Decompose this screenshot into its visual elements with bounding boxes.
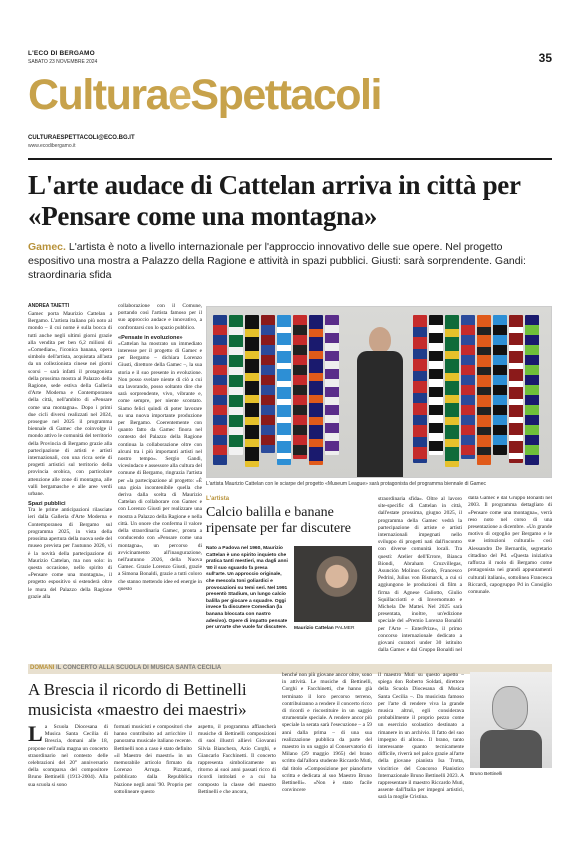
article-column-4-text: dalla Gamec e dal Gruppo Bonaldi nel 2003. Il programma dettagliato di «Pensare come una montagna», verrà reso noto nel corso di una presentazione a dicembre. «Un grande motivo di orgoglio per Bergamo e le sue istituzioni culturali» così Alessandro De Bernardis, segretario cittadino del Pd. «Questa iniziativa rafforza il ruolo di Bergamo come protagonista nei grandi appuntamenti culturali italiani», sottolinea Francesca Riccardi, capogruppo Pd in Consiglio comunale. <box>468 496 552 595</box>
article-column-4 <box>468 496 552 652</box>
photo-caption: L'artista Maurizio Cattelan con le sciarpe del progetto «Museum League» sarà protagonista del programma biennale di Gamec <box>206 481 486 487</box>
masthead <box>28 50 552 70</box>
bettinelli-caption: Bruno Bettinelli <box>470 772 503 777</box>
bottom-column-3 <box>198 724 276 824</box>
section-email[interactable]: CULTURAESPETTACOLI@ECO.BG.IT <box>28 135 135 141</box>
article-column-3 <box>378 496 462 652</box>
bottom-headline: A Brescia il ricordo di Bettinelli musicista «maestro dei maestri» <box>28 680 247 719</box>
article-column-2-text-b: «Cattelan ha mostrato un immediato interesse per il progetto di Gamec e per Bergamo – dichiara Lorenzo Giusti, direttore della Gamec –, la sua storia e il suo presente in evoluzione. Non posso svelare niente di ciò a cui sta lavorando, posso soltanto dire che sarà sorprendente, vivo, vibrante e, come sempre, per niente scontato. Siamo felici quindi di poter lavorare su una nuova importante produzione per Bergamo. Coerentemente con quanto fatto da Gamec finora nel contesto del Palazzo della Ragione continua la collaborazione oltre con alcuni tra i più importanti artisti nel nostro tempo». Sergio Gandi, vicesindaco e assessore alla cultura del comune di Bergamo, ringrazia l'artista per «la partecipazione al progetto: «È una gioia incontenibile quella che deriva dalla scelta di Maurizio Cattelan di collaborare con Gamec e con Lorenzo Giusti per realizzare una mostra a Palazzo della Ragione e nella città. Un onore che conferma il valore della straordinaria Gamec, pronta a conducendo con «Pensare come una montagna», un percorso di avvicinamento all'inaugurazione, nell'autunno 2026, della Nuova Gamec. Grazie Lorenzo Giusti, grazie a Simona Bonaldi, grazie a tutti coloro che stanno mettendo idee ed energie in questo <box>118 340 202 592</box>
bottom-column-4-text: benché non più giovane ancor oltre, sono in attività. Le musiche di Bettinelli, Corghi e Facchinetti, che hanno già terminato il loro percorso terreno, contribuiranno a rendere il concerto ricco di ricordi e riscostituire in un saggio strumentale speciale. A rendere ancor più speciale la serata sarà l'esecuzione – a 59 anni dalla prima – di una sua realizzazione pubblica da parte del maestro in un saggio al Conservatorio di Milano (29 maggio 1965) del brano scritto dall'allora studente Riccardo Muti, dal titolo «Composizione per pianoforte scritta e dedicata al suo Maestro Bruno Bettinelli». «Non è stato facile convincere <box>282 672 372 794</box>
bottom-kicker <box>30 665 221 671</box>
sidebar-photo-caption <box>294 626 354 631</box>
cattelan-figure <box>357 327 403 477</box>
sidebar-tag: L'artista <box>206 496 230 502</box>
bettinelli-photo <box>470 672 552 768</box>
article-column-1-text: Gamec porta Maurizio Cattelan a Bergamo. L'artista italiano più noto al mondo – il cui nome è sulla bocca di tutti anche negli ultimi giorni grazie alla vendita per ben 6,2 milioni di «Comedian», l'iconica banana, opera simbolo dell'artista, acquistata all'asta da un collezionista cinese nei giorni scorsi – sarà infatti il protagonista della prossima mostra al Palazzo della Ragione, sede estiva della Galleria d'Arte Moderna e Contemporanea della città, nell'ambito di «Pensare come una montagna». Dopo i primi due cicli diversi realizzati nel 2024, prosegue nel 2025 il programma biennale di Gamec che coinvolge il mondo attivo le comunità del territorio della Provincia di Bergamo grazie alla partecipazione di artisti e artisti internazionali, con una ricca serie di progetti artistici sul territorio della provincia orobica, con particolare attenzione alle zone di montagna, alle valli bergamasche e alle aree verdi urbane. <box>28 311 112 498</box>
lede-tag: Gamec. <box>28 241 66 253</box>
sidebar-photo-caption-place: PALMER <box>335 626 355 631</box>
lede-text: L'artista è noto a livello internazionale per l'approccio innovativo delle sue opere. Nel progetto espositivo una mostra a Palazzo della Ragione e attività in spazi pubblici. Giusti: sarà sorprendente. Gandi: straordinaria sfida <box>28 241 526 281</box>
section-title <box>28 71 381 119</box>
article-column-1-text-b: Tra le prime anticipazioni rilasciate ieri dalla Galleria d'Arte Moderna e Contemporanea di Bergamo sul programma 2025, in vista della prossima apertura della nuova sede del museo prevista per l'autunno 2026, vi è la novità della partecipazione di Maurizio Cattelan, ma non solo: in questa occasione, nello spirito di «Pensare come una montagna», il progetto espositivo si estenderà oltre le mura del Palazzo della Ragione grazie alla <box>28 507 112 600</box>
article-column-3-text: straordinaria sfida». Oltre al lavoro site-specific di Cattelan in città, dall'estate prossima, giugno 2025, il programma della Gamec vedrà la partecipazione di artiste e artisti internazionali impegnati nello sviluppo di progetti nati dall'incontro con diverse comunità locali. Tra questi: Atelier dell'Errore, Bianca Biondi, Abraham Cruzvillegas, Asunción Molinos Gordo, Francesco Pedrini, Julius von Bismarck, a cui si aggiungono le produzioni di film a firma di Agnese Galiotto, Giulio Squillacciotti e di Invernomuto e Michela De Mattei. Nel 2025 sarà presentata, inoltre, un'edizione speciale del «Premio Lorenzo Bonaldi per l'Arte – EnterPrize», il primo concorso internazionale dedicato a giovani curatori under 30 istituito dalla Gamec e dal Gruppo Bonaldi nel <box>378 496 462 652</box>
article-column-2 <box>118 303 202 651</box>
subheading-spazi-pubblici: Spazi pubblici <box>28 501 66 508</box>
paper-name: L'ECO DI BERGAMO <box>28 50 95 57</box>
article-column-2-text: collaborazione con il Comune, portando così l'artista famoso per il suo approccio audace e innovativo, a confrontarsi con lo spazio pubblico. <box>118 303 202 331</box>
section-website[interactable]: www.ecodibergamo.it <box>28 143 76 149</box>
article-headline: L'arte audace di Cattelan arriva in città per «Pensare come una montagna» <box>28 170 521 231</box>
bottom-column-5-text: il maestro Muti su questo aspetto – spiega don Roberto Soldati, direttore della Scuola Diocesana di Musica Santa Cecilia –. Da musicista famoso per l'arte di rendere viva la grande musica altrui, egli considerava probabilmente il proprio pezzo come un esercizio scolastico destinato a rimanere in un archivio. Il fatto del suo impegno di allora». Il brano, tanto interessante quanto tecnicamente difficile, riverrà nel palco grazie all'arte della giovane pianista Isa Trotta, vincitrice del Concorso Pianistico Internazionale Bruno Bettinelli 2023. A rappresentare il maestro Riccardo Muti, assente dall'Italia per impegni artistici, sarà la moglie Cristina. <box>378 672 464 801</box>
bottom-column-3-text: aspetto, il programma affiancherà musiche di Bettinelli composizioni di suoi illustri allievi Giovanni Silvia Bianchera, Azio Corghi, e Giancarlo Facchinetti. Il concerto rappresenta simbolicamente un ritorno ai suoi anni passati ricco di ricordi intitolati e a cui ha composto la classe del maestro Bettinelli e che ancora, <box>198 724 276 795</box>
article-column-1 <box>28 303 112 651</box>
cattelan-portrait-photo <box>294 546 372 622</box>
bottom-column-1-text: a Scuola Diocesana di Musica Santa Cecilia di Brescia, domani alle 18, propone nell'aula magna un concerto straordinario nel contesto delle celebrazioni del 20° anniversario della scomparsa del compositore Bruno Bettinelli (1913-2004). Alla sua scuola si sono <box>28 724 108 788</box>
dropcap: L <box>28 724 43 746</box>
issue-date: SABATO 23 NOVEMBRE 2024 <box>28 59 98 65</box>
byline: ANDREA TAIETTI <box>28 303 70 309</box>
article-lede <box>28 240 552 282</box>
bottom-column-2-text: formati musicisti e compositori che hanno contribuito ad arricchire il panorama musicale italiano recente. Bettinelli non a caso è stato definito «il Maestro dei maestri» in un memorabile articolo firmato da Lorenzo Arruga. Pizzanti, pubblicato dalla Repubblica Nazione negli anni '90. Proprio per sottolineare questo <box>114 724 192 795</box>
cattelan-scarves-photo <box>206 306 552 478</box>
sidebar-photo-caption-name: Maurizio Cattelan <box>294 626 334 631</box>
bottom-column-2 <box>114 724 192 824</box>
subheading-evoluzione: «Pensate in evoluzione» <box>118 334 183 341</box>
sidebar-title: Calcio balilla e banane ripensate per far discutere <box>206 505 351 536</box>
bottom-column-1 <box>28 724 108 824</box>
divider <box>28 158 552 160</box>
kicker-text: IL CONCERTO ALLA SCUOLA DI MUSICA SANTA CECILIA <box>56 665 222 671</box>
bottom-column-4 <box>282 672 372 824</box>
section-title-part2: e <box>168 71 191 119</box>
section-title-part3: Spettacoli <box>190 71 381 119</box>
bottom-column-5 <box>378 672 464 824</box>
sidebar-text: Nato a Padova nel 1960, Maurizio Cattelan è uno spirito inquieto che pratica tanti mestieri, ma dagli anni '80 il suo sguardo fa presa sull'arte. Un approccio originale, che mescola toni goliardici e provocazioni su temi seri. Nel 1991 presentò Stadium, un lungo calcio balilla per giocare a squadre. Oggi invece fa discutere Comedian (la banana bloccata con nastro adesivo). Opere di impatto pensate per un'arte che vuole far discutere. <box>206 546 288 631</box>
page-number: 35 <box>538 51 552 65</box>
kicker-day: DOMANI <box>30 665 55 671</box>
section-title-part1: Cultura <box>28 71 168 119</box>
